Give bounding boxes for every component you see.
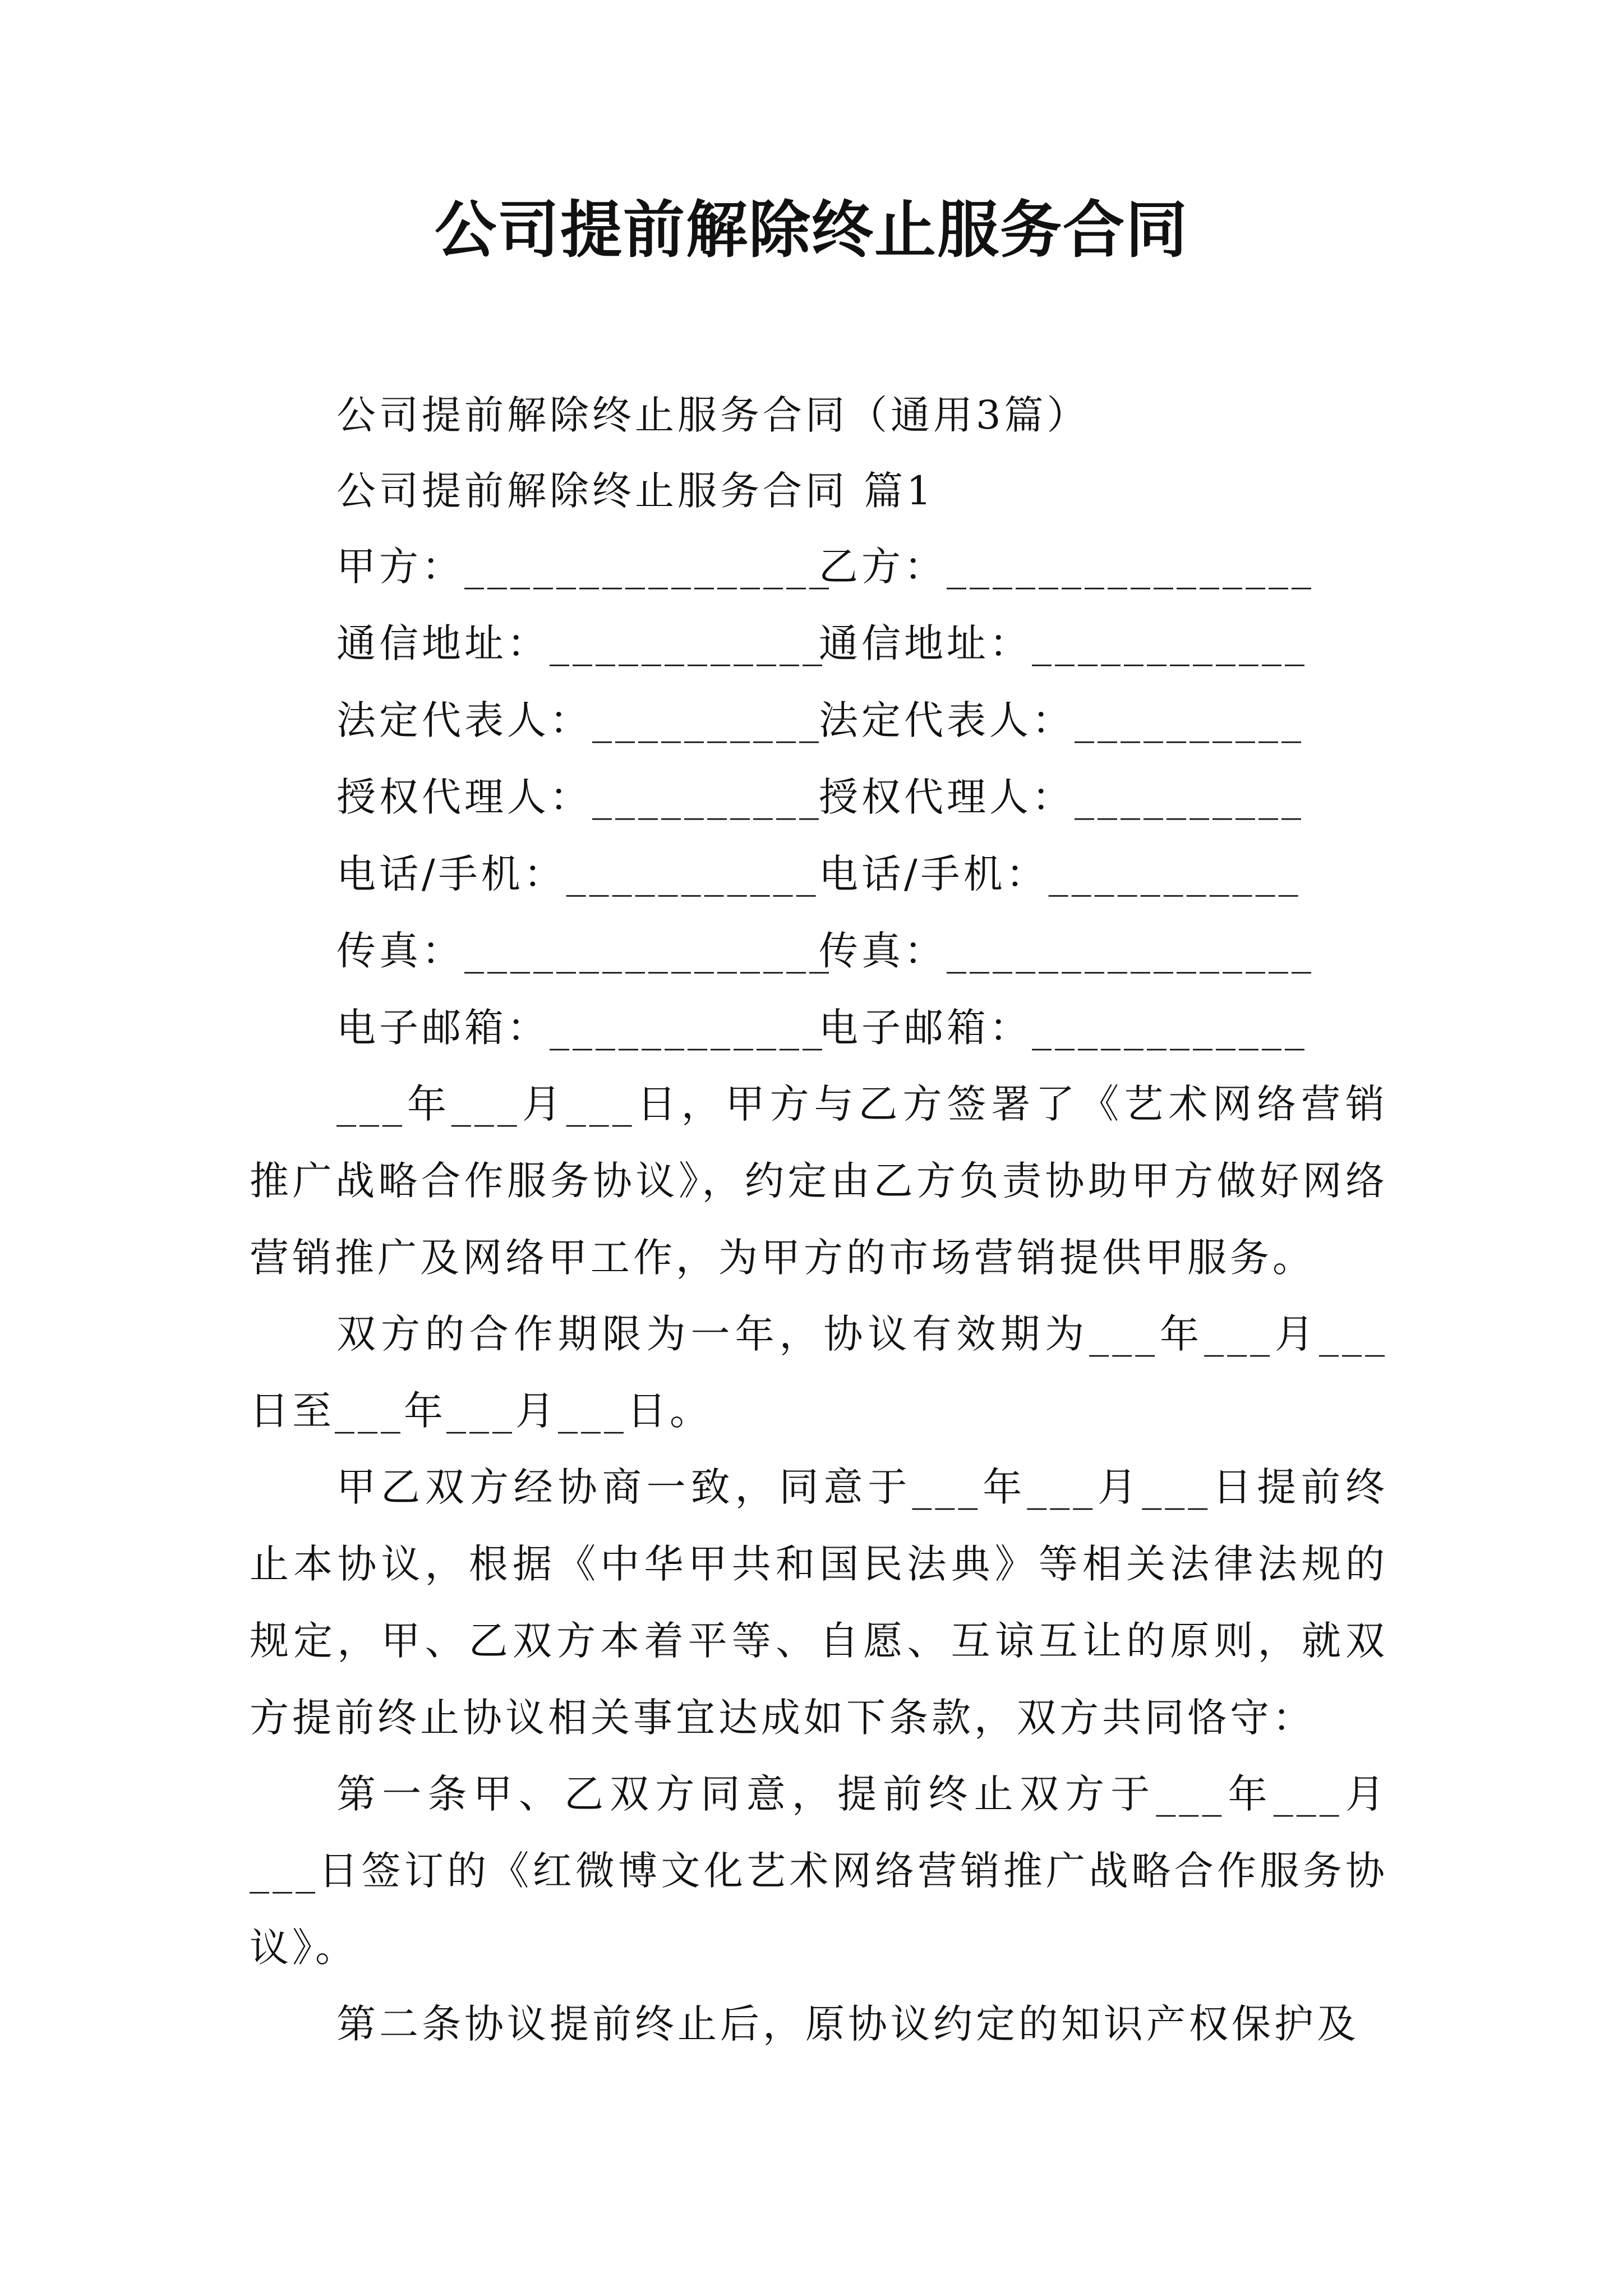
party-row <box>336 769 1346 825</box>
section-heading: 公司提前解除终止服务合同 篇1 <box>336 468 935 514</box>
party-a-field: 法定代表人：__________ <box>336 697 822 743</box>
party-b-field: 通信地址：____________ <box>819 620 1308 666</box>
party-b-field: 授权代理人：__________ <box>819 774 1304 820</box>
document-title: 公司提前解除终止服务合同 <box>435 194 1188 266</box>
body-paragraph: 第一条甲、乙双方同意，提前终止双方于___年___月___日签订的《红微博文化艺术网络营销推广战略合作服务协议》。 <box>250 1771 1388 1971</box>
party-b-field: 电子邮箱：____________ <box>819 1005 1308 1051</box>
party-b-field: 传真：________________ <box>819 928 1315 974</box>
party-a-field: 传真：________________ <box>336 928 832 974</box>
document-subtitle: 公司提前解除终止服务合同（通用3篇） <box>336 392 1090 438</box>
party-a-field: 电子邮箱：____________ <box>336 1005 826 1051</box>
body-paragraph: ___年___月___日，甲方与乙方签署了《艺术网络营销推广战略合作服务协议》，约定由乙方负责协助甲方做好网络营销推广及网络甲工作，为甲方的市场营销提供甲服务。 <box>250 1081 1388 1281</box>
party-a-field: 甲方：________________ <box>336 544 832 590</box>
party-b-field: 乙方：________________ <box>819 544 1315 590</box>
party-row <box>336 692 1346 748</box>
party-a-field: 通信地址：____________ <box>336 620 826 666</box>
party-row <box>336 615 1346 671</box>
body-paragraph: 双方的合作期限为一年，协议有效期为___年___月___日至___年___月___日。 <box>250 1311 1388 1434</box>
party-b-field: 法定代表人：__________ <box>819 697 1304 743</box>
body-paragraph: 甲乙双方经协商一致，同意于___年___月___日提前终止本协议，根据《中华甲共和国民法典》等相关法律法规的规定，甲、乙双方本着平等、自愿、互谅互让的原则，就双方提前终止协议相关事宜达成如下条款，双方共同恪守： <box>250 1464 1388 1741</box>
party-b-field: 电话/手机：___________ <box>819 851 1302 897</box>
party-a-field: 授权代理人：__________ <box>336 774 822 820</box>
party-row <box>336 846 1346 902</box>
party-row <box>336 923 1346 979</box>
party-a-field: 电话/手机：___________ <box>336 851 819 897</box>
party-row <box>336 539 1346 595</box>
body-paragraph: 第二条协议提前终止后，原协议约定的知识产权保护及 <box>336 2001 1359 2047</box>
party-row <box>336 1000 1346 1056</box>
